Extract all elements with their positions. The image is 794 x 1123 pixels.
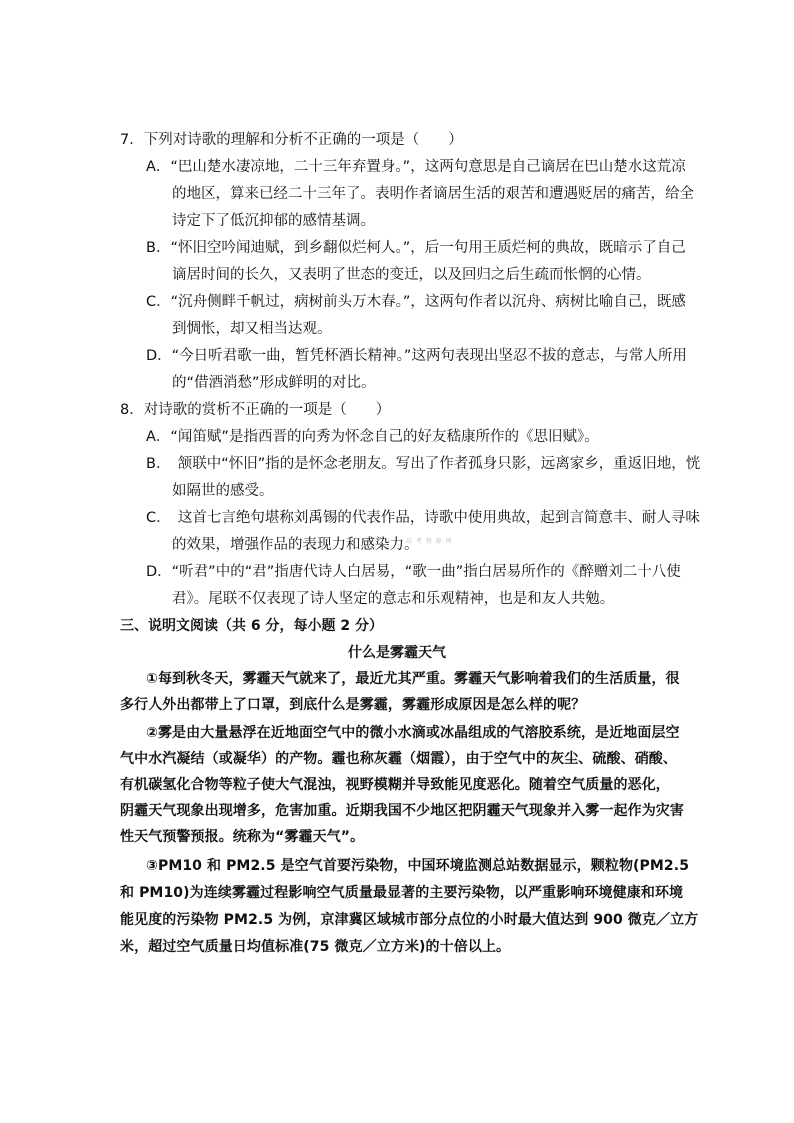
q7-option-a-cont: 的地区，算来已经二十三年了。表明作者谪居生活的艰苦和遭遇贬居的痛苦，给全 xyxy=(172,186,694,202)
q7-option-a-cont: 诗定下了低沉抑郁的感情基调。 xyxy=(172,213,375,229)
q7-option-d: D．“今日听君歌一曲，暂凭杯酒长精神。”这两句表现出坚忍不拔的意志，与常人所用 xyxy=(146,348,687,364)
paragraph-2-cont: 气中水汽凝结（或凝华）的产物。霾也称灰霾（烟霞），由于空气中的灰尘、硫酸、硝酸、 xyxy=(120,751,677,767)
paragraph-2-cont: 有机碳氢化合物等粒子使大气混浊，视野模糊并导致能见度恶化。随着空气质量的恶化， xyxy=(120,777,670,793)
paragraph-2-cont: 阴霾天气现象出现增多，危害加重。近期我国不少地区把阴霾天气现象并入雾一起作为灾害 xyxy=(120,803,684,819)
q8-option-c: C． 这首七言绝句堪称刘禹锡的代表作品，诗歌中使用典故，起到言简意丰、耐人寻味 xyxy=(146,510,700,526)
article-title: 什么是雾霾天气 xyxy=(348,645,446,661)
question-7-stem: 7．下列对诗歌的理解和分析不正确的一项是（ ） xyxy=(120,132,463,148)
q8-option-d-cont: 君》。尾联不仅表现了诗人坚定的意志和乐观精神，也是和友人共勉。 xyxy=(172,591,615,607)
q8-option-d: D．“听君”中的“君”指唐代诗人白居易，“歌一曲”指白居易所作的《醉赠刘二十八使 xyxy=(146,564,681,580)
watermark: 高 考 资 源 网 xyxy=(406,538,453,545)
q7-option-d-cont: 的“借酒消愁”形成鲜明的对比。 xyxy=(172,375,376,391)
question-8-stem: 8．对诗歌的赏析不正确的一项是（ ） xyxy=(120,402,391,418)
q8-option-b: B． 颔联中“怀旧”指的是怀念老朋友。写出了作者孤身只影，远离家乡，重返旧地，恍 xyxy=(146,456,701,472)
paragraph-3: ③PM10 和 PM2.5 是空气首要污染物，中国环境监测总站数据显示，颗粒物(PM2.5 xyxy=(146,858,690,874)
paragraph-1-cont: 多行人外出都带上了口罩，到底什么是雾霾，雾霾形成原因是怎么样的呢？ xyxy=(120,697,586,713)
paragraph-2-cont: 性天气预警预报。统称为“雾霾天气”。 xyxy=(120,829,365,845)
q7-option-a: A．“巴山楚水凄凉地，二十三年弃置身。”，这两句意思是自己谪居在巴山楚水这荒凉 xyxy=(146,159,686,175)
q7-option-c: C．“沉舟侧畔千帆过，病树前头万木春。”，这两句作者以沉舟、病树比喻自己，既感 xyxy=(146,294,686,310)
paragraph-3-cont: 能见度的污染物 PM2.5 为例，京津冀区域城市部分点位的小时最大值达到 900 微克／立方 xyxy=(120,912,699,928)
paragraph-3-cont: 和 PM10)为连续雾霾过程影响空气质量最显著的主要污染物，以严重影响环境健康和环境 xyxy=(120,885,684,901)
q7-option-b: B．“怀旧空吟闻迪赋，到乡翻似烂柯人。”，后一句用王质烂柯的典故，既暗示了自己 xyxy=(146,240,686,256)
paragraph-2: ②雾是由大量悬浮在近地面空气中的微小水滴或冰晶组成的气溶胶系统，是近地面层空 xyxy=(146,725,680,741)
paragraph-1: ①每到秋冬天，雾霾天气就来了，最近尤其严重。雾霾天气影响着我们的生活质量，很 xyxy=(146,671,680,687)
q7-option-c-cont: 到惆怅，却又相当达观。 xyxy=(172,321,332,337)
paragraph-3-cont: 米，超过空气质量日均值标准(75 微克／立方米)的十倍以上。 xyxy=(120,939,511,955)
q7-option-b-cont: 谪居时间的长久，又表明了世态的变迁，以及回归之后生疏而怅惘的心情。 xyxy=(172,267,651,283)
section-heading: 三、说明文阅读（共 6 分，每小题 2 分） xyxy=(120,618,383,634)
q8-option-b-cont: 如隔世的感受。 xyxy=(172,483,274,499)
q8-option-a: A．“闻笛赋”是指西晋的向秀为怀念自己的好友嵇康所作的《思旧赋》。 xyxy=(146,429,599,445)
q8-option-c-cont: 的效果，增强作品的表现力和感染力。 xyxy=(172,537,419,553)
